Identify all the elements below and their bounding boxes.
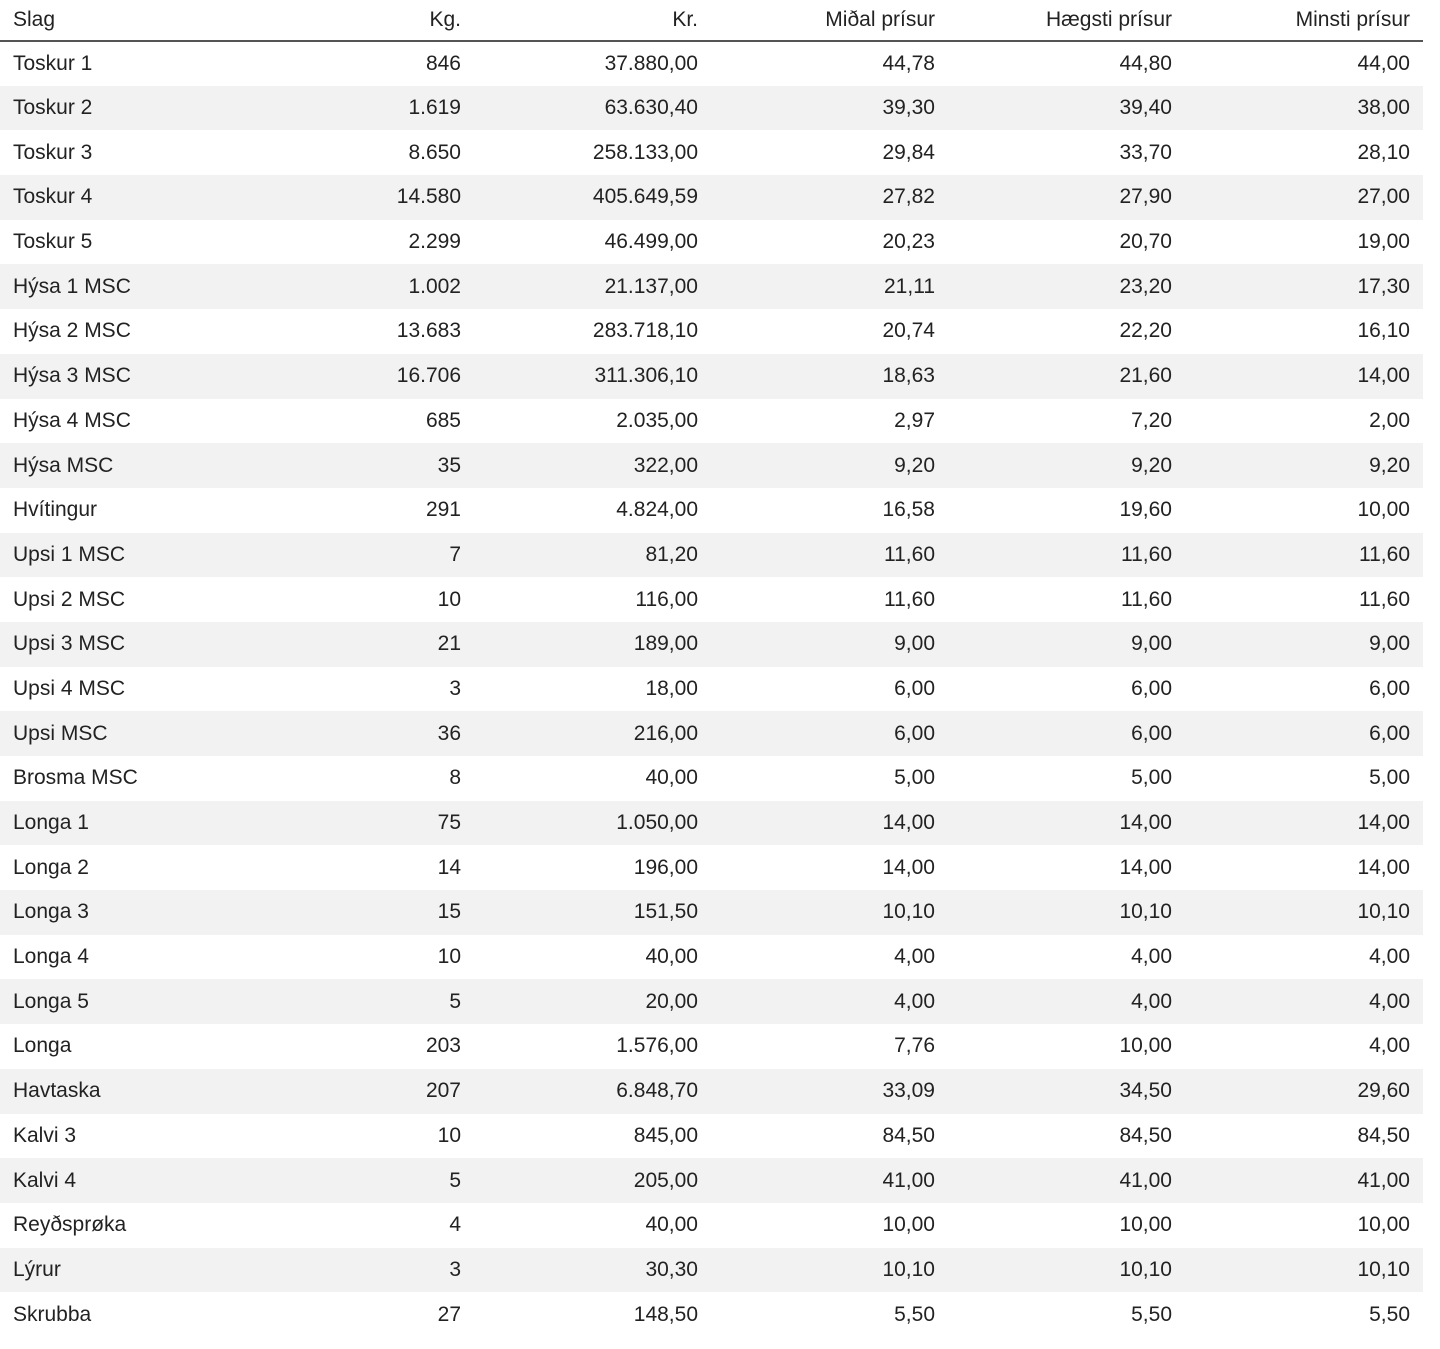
cell-average-price: 11,60: [884, 587, 935, 611]
cell-species: Upsi 3 MSC: [0, 622, 245, 667]
cell-species: Hýsa 4 MSC: [13, 408, 131, 432]
cell-lowest-price: 9,20: [1185, 443, 1423, 488]
cell-kr: 845,00: [633, 1123, 698, 1147]
cell-highest-price: 11,60: [1121, 587, 1172, 611]
cell-lowest-price: 11,60: [1359, 587, 1410, 611]
cell-species: Longa 3: [0, 890, 245, 935]
cell-highest-price: 22,20: [1119, 319, 1172, 343]
cell-average-price: 33,09: [711, 1069, 948, 1114]
cell-lowest-price: 4,00: [1369, 945, 1410, 969]
cell-kr: 37.880,00: [604, 51, 698, 75]
cell-highest-price: 23,20: [948, 264, 1185, 309]
cell-kr: 30,30: [474, 1248, 711, 1293]
table-row: [0, 622, 1423, 667]
cell-lowest-price: 5,00: [1369, 766, 1410, 790]
cell-average-price: 10,10: [711, 890, 948, 935]
cell-species: Havtaska: [0, 1069, 245, 1114]
cell-species: Longa 4: [13, 945, 89, 969]
cell-kg: 35: [245, 443, 474, 488]
cell-species: Upsi 2 MSC: [13, 587, 126, 611]
cell-highest-price: 9,00: [948, 622, 1185, 667]
cell-kr: 258.133,00: [592, 140, 698, 164]
cell-highest-price: 10,00: [1119, 1213, 1172, 1237]
cell-kr: 81,20: [474, 533, 711, 578]
cell-average-price: 4,00: [711, 979, 948, 1024]
cell-species: Toskur 3: [13, 140, 93, 164]
cell-highest-price: 4,00: [948, 979, 1185, 1024]
cell-lowest-price: 4,00: [1369, 1034, 1410, 1058]
cell-kr: 2.035,00: [616, 408, 698, 432]
cell-species: Upsi MSC: [0, 711, 245, 756]
cell-kr: 311.306,10: [474, 354, 711, 399]
header-row: [0, 0, 1423, 41]
cell-kg: 5: [245, 979, 474, 1024]
cell-kr: 1.576,00: [616, 1034, 698, 1058]
cell-average-price: 2,97: [894, 408, 935, 432]
cell-highest-price: 84,50: [1119, 1123, 1172, 1147]
cell-highest-price: 11,60: [948, 533, 1185, 578]
cell-average-price: 9,00: [711, 622, 948, 667]
cell-kr: 18,00: [645, 676, 698, 700]
table-row: [0, 711, 1423, 756]
cell-kg: 207: [245, 1069, 474, 1114]
cell-average-price: 6,00: [894, 676, 935, 700]
cell-lowest-price: 27,00: [1185, 175, 1423, 220]
cell-species: Longa 2: [13, 855, 89, 879]
cell-average-price: 84,50: [882, 1123, 935, 1147]
cell-kg: 203: [425, 1034, 461, 1058]
cell-average-price: 41,00: [711, 1158, 948, 1203]
cell-species: Upsi 4 MSC: [13, 676, 126, 700]
cell-species: Longa: [13, 1034, 72, 1058]
cell-average-price: 14,00: [882, 855, 935, 879]
cell-kr: 216,00: [474, 711, 711, 756]
cell-average-price: 21,11: [711, 264, 948, 309]
column-header-highest-price[interactable]: Hægsti prísur: [948, 0, 1185, 41]
cell-average-price: 10,00: [882, 1213, 935, 1237]
cell-lowest-price: 41,00: [1185, 1158, 1423, 1203]
cell-kr: 6.848,70: [474, 1069, 711, 1114]
cell-highest-price: 39,40: [948, 86, 1185, 131]
table-row: [0, 488, 1423, 533]
cell-kg: 8: [449, 766, 461, 790]
cell-lowest-price: 6,00: [1369, 676, 1410, 700]
cell-kg: 21: [245, 622, 474, 667]
cell-average-price: 29,84: [882, 140, 935, 164]
table-row: [0, 533, 1423, 578]
cell-kg: 16.706: [245, 354, 474, 399]
table-row: [0, 220, 1423, 265]
cell-species: Reyðsprøka: [13, 1213, 127, 1237]
cell-kg: 8.650: [408, 140, 461, 164]
cell-highest-price: 34,50: [948, 1069, 1185, 1114]
cell-lowest-price: 5,50: [1369, 1302, 1410, 1326]
cell-lowest-price: 6,00: [1185, 711, 1423, 756]
cell-lowest-price: 10,10: [1185, 1248, 1423, 1293]
table-row: [0, 1158, 1423, 1203]
cell-kg: 4: [449, 1213, 461, 1237]
cell-kr: 148,50: [633, 1302, 698, 1326]
cell-species: Hýsa MSC: [0, 443, 245, 488]
table-row: [0, 845, 1423, 890]
cell-average-price: 5,00: [894, 766, 935, 790]
cell-average-price: 39,30: [711, 86, 948, 131]
cell-species: Longa 1: [0, 801, 245, 846]
cell-species: Hýsa 3 MSC: [0, 354, 245, 399]
cell-kr: 40,00: [645, 1213, 698, 1237]
cell-average-price: 20,74: [882, 319, 935, 343]
cell-lowest-price: 84,50: [1357, 1123, 1410, 1147]
cell-highest-price: 6,00: [1131, 676, 1172, 700]
cell-species: Longa 5: [0, 979, 245, 1024]
cell-lowest-price: 10,00: [1357, 1213, 1410, 1237]
cell-species: Upsi 1 MSC: [0, 533, 245, 578]
cell-highest-price: 33,70: [1119, 140, 1172, 164]
cell-kg: 27: [437, 1302, 461, 1326]
cell-kg: 10: [437, 587, 461, 611]
cell-average-price: 18,63: [711, 354, 948, 399]
cell-average-price: 20,23: [882, 230, 935, 254]
table-row: [0, 86, 1423, 131]
cell-kg: 846: [425, 51, 461, 75]
cell-highest-price: 5,50: [1131, 1302, 1172, 1326]
cell-average-price: 14,00: [711, 801, 948, 846]
table-row: [0, 756, 1423, 801]
cell-lowest-price: 14,00: [1185, 801, 1423, 846]
cell-highest-price: 44,80: [1119, 51, 1172, 75]
cell-kg: 7: [245, 533, 474, 578]
cell-kr: 151,50: [474, 890, 711, 935]
table-row: [0, 309, 1423, 354]
table-row: [0, 577, 1423, 622]
cell-lowest-price: 38,00: [1185, 86, 1423, 131]
cell-kr: 189,00: [474, 622, 711, 667]
cell-highest-price: 6,00: [948, 711, 1185, 756]
table-row: [0, 1248, 1423, 1293]
table-row: [0, 41, 1423, 86]
cell-highest-price: 10,00: [1119, 1034, 1172, 1058]
table-row: [0, 1069, 1423, 1114]
cell-species: Toskur 1: [13, 51, 93, 75]
cell-highest-price: 10,10: [948, 1248, 1185, 1293]
cell-highest-price: 41,00: [948, 1158, 1185, 1203]
cell-lowest-price: 14,00: [1185, 354, 1423, 399]
cell-highest-price: 14,00: [1119, 855, 1172, 879]
cell-kg: 3: [245, 1248, 474, 1293]
cell-kg: 1.002: [245, 264, 474, 309]
cell-species: Toskur 5: [13, 230, 93, 254]
cell-average-price: 9,20: [711, 443, 948, 488]
table-row: [0, 1292, 1423, 1337]
cell-species: Kalvi 4: [0, 1158, 245, 1203]
cell-kr: 116,00: [635, 587, 698, 611]
cell-average-price: 44,78: [882, 51, 935, 75]
cell-kr: 283.718,10: [592, 319, 698, 343]
cell-average-price: 11,60: [711, 533, 948, 578]
cell-species: Kalvi 3: [13, 1123, 77, 1147]
table-row: [0, 935, 1423, 980]
cell-average-price: 4,00: [894, 945, 935, 969]
cell-kg: 14.580: [245, 175, 474, 220]
cell-species: Lýrur: [0, 1248, 245, 1293]
cell-lowest-price: 14,00: [1357, 855, 1410, 879]
cell-kg: 685: [425, 408, 461, 432]
cell-kr: 4.824,00: [616, 498, 698, 522]
cell-lowest-price: 16,10: [1357, 319, 1410, 343]
cell-kg: 36: [245, 711, 474, 756]
cell-species: Hýsa 2 MSC: [13, 319, 131, 343]
cell-highest-price: 19,60: [1119, 498, 1172, 522]
cell-kr: 1.050,00: [474, 801, 711, 846]
cell-highest-price: 7,20: [1131, 408, 1172, 432]
cell-lowest-price: 19,00: [1357, 230, 1410, 254]
column-header-kg[interactable]: Kg.: [245, 0, 474, 41]
cell-highest-price: 27,90: [948, 175, 1185, 220]
cell-kg: 75: [245, 801, 474, 846]
cell-kr: 322,00: [474, 443, 711, 488]
cell-average-price: 10,10: [711, 1248, 948, 1293]
cell-lowest-price: 4,00: [1185, 979, 1423, 1024]
column-header-species[interactable]: Slag: [0, 0, 245, 41]
cell-kg: 3: [449, 676, 461, 700]
cell-highest-price: 21,60: [948, 354, 1185, 399]
table-row: [0, 1114, 1423, 1159]
cell-lowest-price: 28,10: [1357, 140, 1410, 164]
table-row: [0, 801, 1423, 846]
column-header-average-price[interactable]: Miðal prísur: [711, 0, 948, 41]
column-header-lowest-price[interactable]: Minsti prísur: [1185, 0, 1423, 41]
cell-kg: 10: [437, 1123, 461, 1147]
cell-highest-price: 10,10: [948, 890, 1185, 935]
cell-lowest-price: 9,00: [1185, 622, 1423, 667]
cell-kr: 20,00: [474, 979, 711, 1024]
table-row: [0, 979, 1423, 1024]
cell-lowest-price: 11,60: [1185, 533, 1423, 578]
table-row: [0, 354, 1423, 399]
cell-kg: 291: [425, 498, 461, 522]
cell-lowest-price: 2,00: [1369, 408, 1410, 432]
cell-kr: 21.137,00: [474, 264, 711, 309]
cell-average-price: 7,76: [894, 1034, 935, 1058]
column-header-kr[interactable]: Kr.: [474, 0, 711, 41]
table-row: [0, 175, 1423, 220]
cell-species: Toskur 2: [0, 86, 245, 131]
cell-kr: 196,00: [633, 855, 698, 879]
cell-average-price: 6,00: [711, 711, 948, 756]
cell-kr: 405.649,59: [474, 175, 711, 220]
table-row: [0, 443, 1423, 488]
table-row: [0, 890, 1423, 935]
cell-kr: 63.630,40: [474, 86, 711, 131]
cell-highest-price: 4,00: [1131, 945, 1172, 969]
table-row: [0, 667, 1423, 712]
cell-average-price: 5,50: [894, 1302, 935, 1326]
cell-kr: 40,00: [645, 766, 698, 790]
cell-kg: 13.683: [396, 319, 461, 343]
cell-kg: 5: [245, 1158, 474, 1203]
cell-lowest-price: 10,10: [1185, 890, 1423, 935]
cell-kg: 10: [437, 945, 461, 969]
cell-kr: 46.499,00: [604, 230, 698, 254]
cell-lowest-price: 29,60: [1185, 1069, 1423, 1114]
cell-species: Brosma MSC: [13, 766, 138, 790]
cell-highest-price: 20,70: [1119, 230, 1172, 254]
table-row: [0, 130, 1423, 175]
table-row: [0, 1203, 1423, 1248]
cell-lowest-price: 10,00: [1357, 498, 1410, 522]
cell-average-price: 16,58: [882, 498, 935, 522]
cell-kg: 2.299: [408, 230, 461, 254]
cell-species: Toskur 4: [0, 175, 245, 220]
cell-kr: 205,00: [474, 1158, 711, 1203]
cell-species: Hýsa 1 MSC: [0, 264, 245, 309]
cell-kg: 15: [245, 890, 474, 935]
table-row: [0, 1024, 1423, 1069]
cell-highest-price: 5,00: [1131, 766, 1172, 790]
cell-kg: 14: [437, 855, 461, 879]
table-body: [0, 41, 1423, 1337]
table-row: [0, 399, 1423, 444]
table-header: [0, 0, 1423, 41]
cell-highest-price: 9,20: [948, 443, 1185, 488]
cell-lowest-price: 44,00: [1357, 51, 1410, 75]
cell-kr: 40,00: [645, 945, 698, 969]
cell-lowest-price: 17,30: [1185, 264, 1423, 309]
cell-highest-price: 14,00: [948, 801, 1185, 846]
table-row: [0, 264, 1423, 309]
cell-average-price: 27,82: [711, 175, 948, 220]
cell-species: Hvítingur: [13, 498, 98, 522]
cell-species: Skrubba: [13, 1302, 92, 1326]
cell-kg: 1.619: [245, 86, 474, 131]
